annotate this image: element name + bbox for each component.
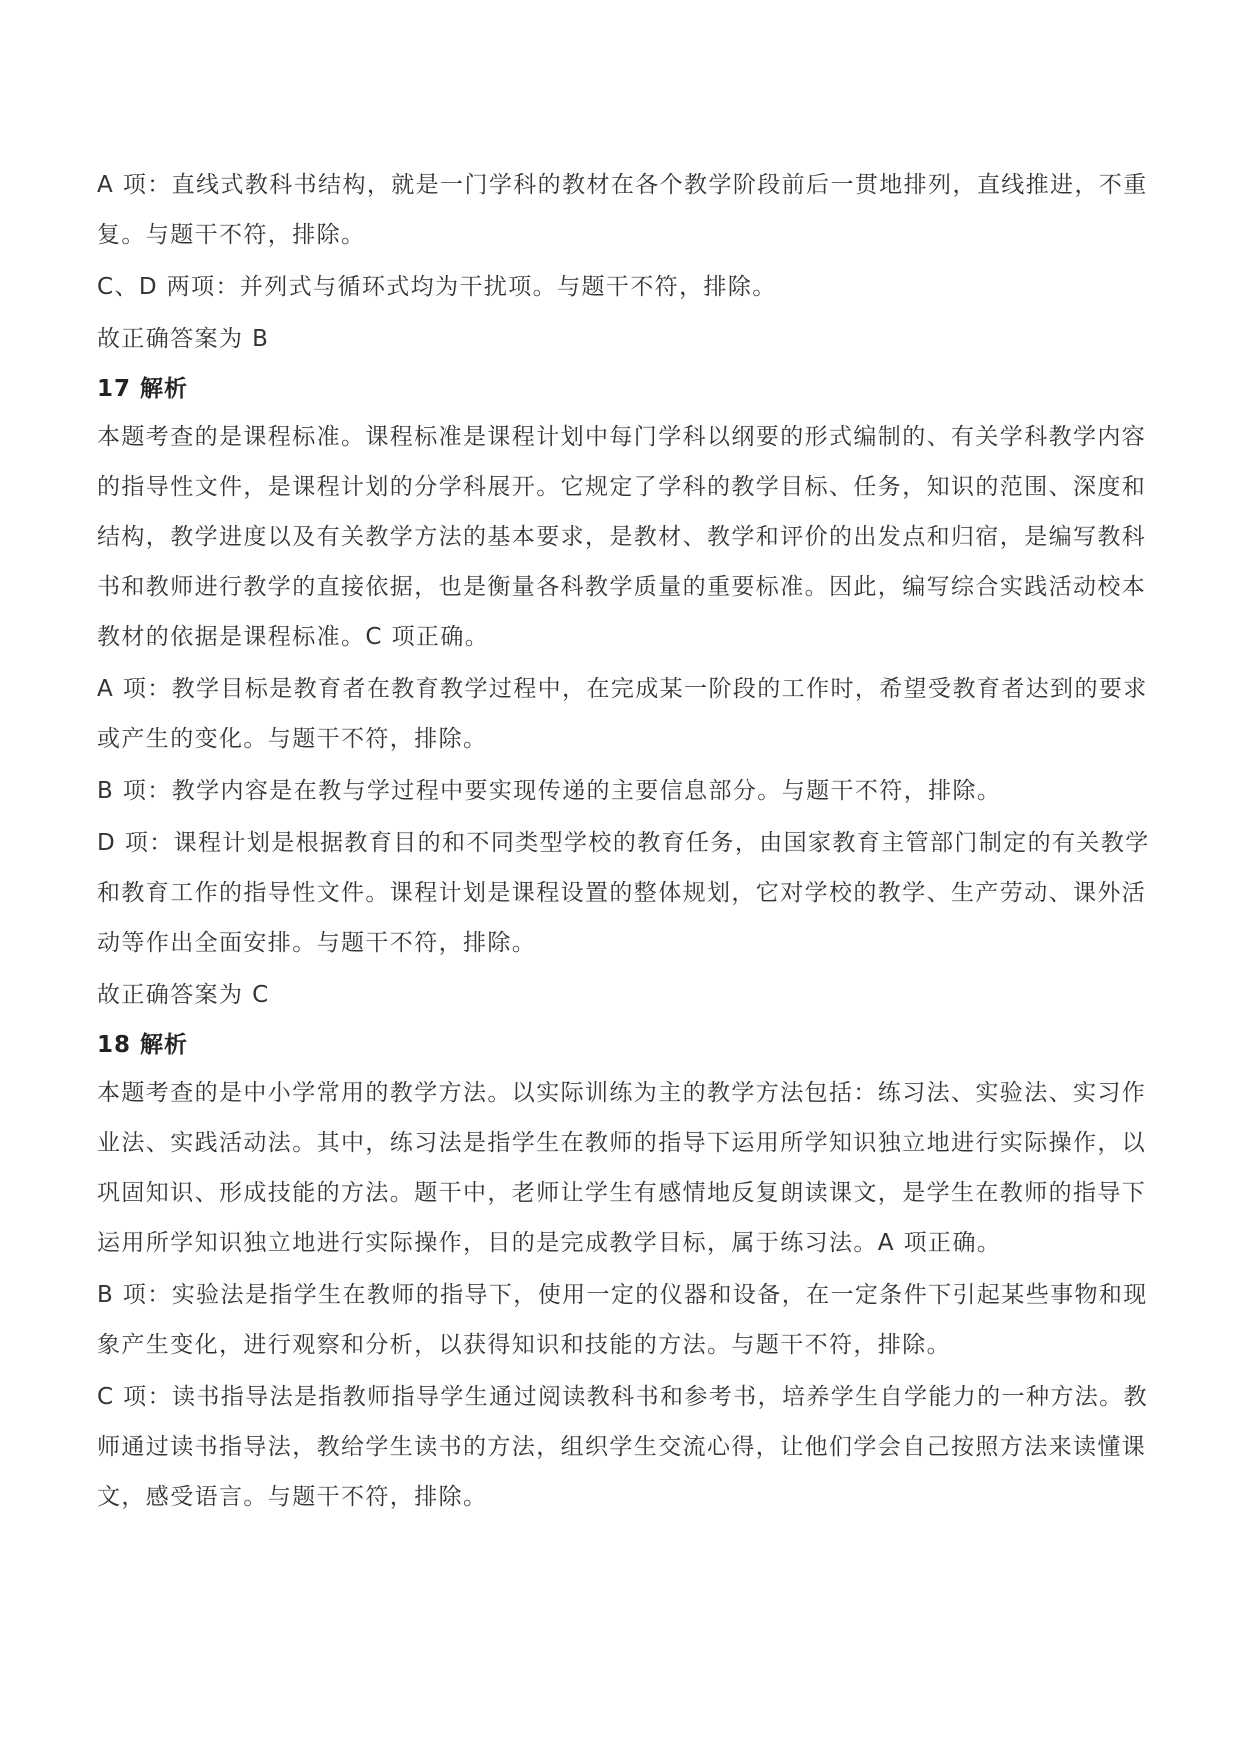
section-heading-18: 18 解析: [97, 1032, 189, 1058]
option-cd-explanation: C、D 两项：并列式与循环式均为干扰项。与题干不符，排除。: [97, 274, 777, 300]
q17-main-explanation: 本题考查的是课程标准。课程标准是课程计划中每门学科以纲要的形式编制的、有关学科教学内容的指导性文件，是课程计划的分学科展开。它规定了学科的教学目标、任务，知识的范围、深度和结构，教学进度以及有关教学方法的基本要求，是教材、教学和评价的出发点和归宿，是编写教科书和教师进行教学的直接依据，也是衡量各科教学质量的重要标准。因此，编写综合实践活动校本教材的依据是课程标准。C 项正确。: [97, 424, 1147, 650]
document-page: [97, 160, 1157, 1524]
q17-answer-line: 故正确答案为 C: [97, 982, 270, 1008]
q17-option-d: D 项：课程计划是根据教育目的和不同类型学校的教育任务，由国家教育主管部门制定的有关教学和教育工作的指导性文件。课程计划是课程设置的整体规划，它对学校的教学、生产劳动、课外活动等作出全面安排。与题干不符，排除。: [97, 830, 1150, 956]
q18-option-c: C 项：读书指导法是指教师指导学生通过阅读教科书和参考书，培养学生自学能力的一种方法。教师通过读书指导法，教给学生读书的方法，组织学生交流心得，让他们学会自己按照方法来读懂课文，感受语言。与题干不符，排除。: [97, 1384, 1148, 1510]
q17-option-a: A 项：教学目标是教育者在教育教学过程中，在完成某一阶段的工作时，希望受教育者达到的要求或产生的变化。与题干不符，排除。: [97, 676, 1148, 752]
q18-main-explanation: 本题考查的是中小学常用的教学方法。以实际训练为主的教学方法包括：练习法、实验法、实习作业法、实践活动法。其中，练习法是指学生在教师的指导下运用所学知识独立地进行实际操作，以巩固知识、形成技能的方法。题干中，老师让学生有感情地反复朗读课文，是学生在教师的指导下运用所学知识独立地进行实际操作，目的是完成教学目标，属于练习法。A 项正确。: [97, 1080, 1147, 1256]
option-a-explanation: A 项：直线式教科书结构，就是一门学科的教材在各个教学阶段前后一贯地排列，直线推进，不重复。与题干不符，排除。: [97, 172, 1148, 248]
answer-line: 故正确答案为 B: [97, 326, 270, 352]
section-heading-17: 17 解析: [97, 376, 189, 402]
q18-option-b: B 项：实验法是指学生在教师的指导下，使用一定的仪器和设备，在一定条件下引起某些事物和现象产生变化，进行观察和分析，以获得知识和技能的方法。与题干不符，排除。: [97, 1282, 1148, 1358]
q17-option-b: B 项：教学内容是在教与学过程中要实现传递的主要信息部分。与题干不符，排除。: [97, 778, 1002, 804]
